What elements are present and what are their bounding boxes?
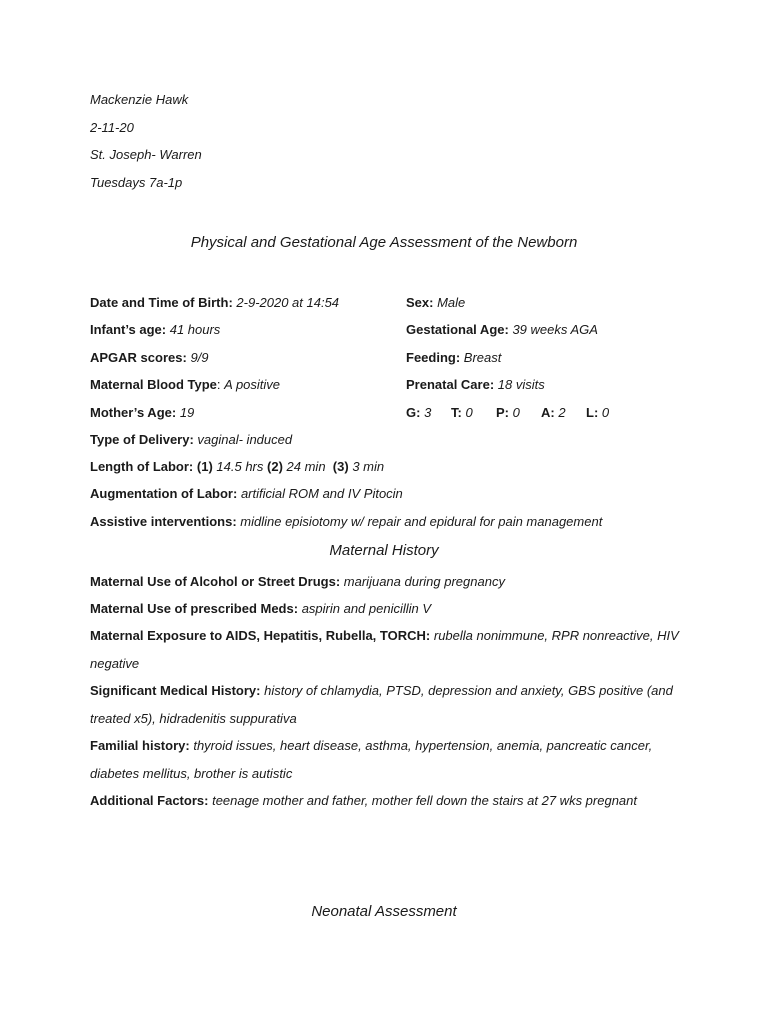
document-date: 2-11-20: [90, 120, 134, 135]
birth-datetime-label: Date and Time of Birth:: [90, 295, 233, 310]
assistive-row: [90, 514, 602, 529]
augmentation-label: Augmentation of Labor:: [90, 486, 238, 501]
labor-stage3-value: 3 min: [352, 459, 385, 474]
gtpal-a-label: A:: [541, 405, 555, 420]
gtpal-a: [541, 405, 566, 420]
sex-row: [406, 295, 465, 310]
feeding-value: Breast: [463, 350, 502, 365]
medical-history-label: Significant Medical History:: [90, 683, 261, 698]
prenatal-care-row: [406, 377, 545, 392]
maternal-drugs-row: [90, 574, 505, 589]
maternal-drugs-value: marijuana during pregnancy: [343, 574, 505, 589]
gtpal-l: [586, 405, 609, 420]
page-title: Physical and Gestational Age Assessment of the Newborn: [190, 234, 578, 251]
student-name: Mackenzie Hawk: [90, 92, 189, 107]
birth-datetime-value: 2-9-2020 at 14:54: [236, 295, 340, 310]
gtpal-p-value: 0: [512, 405, 520, 420]
familial-history-value: thyroid issues, heart disease, asthma, hypertension, anemia, pancreatic cancer, diabetes mellitus, brother is autistic: [90, 738, 653, 781]
sex-label: Sex:: [406, 295, 434, 310]
augmentation-row: [90, 486, 403, 501]
medical-history-value: history of chlamydia, PTSD, depression and anxiety, GBS positive (and treated x5), hidradenitis suppurativa: [90, 683, 673, 726]
clinical-schedule: Tuesdays 7a-1p: [90, 175, 183, 190]
mother-age-label: Mother’s Age:: [90, 405, 177, 420]
labor-stage1-value: 14.5 hrs: [216, 459, 264, 474]
prenatal-care-label: Prenatal Care:: [406, 377, 495, 392]
gestational-age-row: [406, 322, 598, 337]
gtpal-t-value: 0: [465, 405, 473, 420]
maternal-history-heading: Maternal History: [329, 542, 439, 559]
gestational-age-label: Gestational Age:: [406, 322, 509, 337]
prenatal-care-value: 18 visits: [497, 377, 545, 392]
additional-factors-row: [90, 793, 637, 808]
blood-type-row: [90, 377, 280, 392]
gtpal-p: [496, 405, 520, 420]
assistive-value: midline episiotomy w/ repair and epidural for pain management: [240, 514, 603, 529]
gtpal-l-label: L:: [586, 405, 599, 420]
blood-type-label: Maternal Blood Type: [90, 377, 217, 392]
labor-length-label: Length of Labor:: [90, 459, 194, 474]
familial-history-label: Familial history:: [90, 738, 190, 753]
gtpal-t: [451, 405, 473, 420]
gtpal-g-value: 3: [424, 405, 432, 420]
labor-stage2-value: 24 min: [286, 459, 326, 474]
assistive-label: Assistive interventions:: [90, 514, 237, 529]
maternal-exposure-label: Maternal Exposure to AIDS, Hepatitis, Rubella, TORCH:: [90, 628, 431, 643]
maternal-exposure-paragraph: [90, 622, 690, 677]
additional-factors-value: teenage mother and father, mother fell down the stairs at 27 wks pregnant: [212, 793, 637, 808]
neonatal-assessment-heading: Neonatal Assessment: [311, 903, 457, 920]
medical-history-paragraph: [90, 677, 690, 732]
augmentation-value: artificial ROM and IV Pitocin: [240, 486, 403, 501]
infant-age-label: Infant’s age:: [90, 322, 167, 337]
gtpal-l-value: 0: [601, 405, 610, 420]
familial-history-paragraph: [90, 732, 690, 787]
mother-age-value: 19: [179, 405, 195, 420]
gtpal-p-label: P:: [496, 405, 509, 420]
delivery-type-value: vaginal- induced: [197, 432, 293, 447]
apgar-row: [90, 350, 209, 365]
birth-datetime-row: [90, 295, 339, 310]
labor-length-row: [90, 459, 384, 474]
labor-stage2-label: (2): [267, 459, 283, 474]
delivery-type-row: [90, 432, 292, 447]
labor-stage1-label: (1): [196, 459, 213, 474]
apgar-value: 9/9: [190, 350, 209, 365]
labor-stage3-label: (3): [332, 459, 349, 474]
gtpal-a-value: 2: [558, 405, 566, 420]
maternal-meds-label: Maternal Use of prescribed Meds:: [90, 601, 299, 616]
infant-age-row: [90, 322, 220, 337]
apgar-label: APGAR scores:: [90, 350, 187, 365]
gtpal-g-label: G:: [406, 405, 421, 420]
maternal-drugs-label: Maternal Use of Alcohol or Street Drugs:: [90, 574, 341, 589]
maternal-exposure-value: rubella nonimmune, RPR nonreactive, HIV negative: [90, 628, 679, 671]
maternal-meds-row: [90, 601, 431, 616]
blood-type-colon: :: [216, 377, 221, 392]
delivery-type-label: Type of Delivery:: [90, 432, 194, 447]
gtpal-t-label: T:: [451, 405, 462, 420]
feeding-label: Feeding:: [406, 350, 461, 365]
mother-age-row: [90, 405, 194, 420]
blood-type-value: A positive: [224, 377, 281, 392]
clinical-site: St. Joseph- Warren: [90, 147, 202, 162]
additional-factors-label: Additional Factors:: [90, 793, 209, 808]
infant-age-value: 41 hours: [169, 322, 221, 337]
maternal-meds-value: aspirin and penicillin V: [301, 601, 432, 616]
gtpal-g: [406, 405, 431, 420]
feeding-row: [406, 350, 501, 365]
sex-value: Male: [437, 295, 466, 310]
gestational-age-value: 39 weeks AGA: [512, 322, 598, 337]
